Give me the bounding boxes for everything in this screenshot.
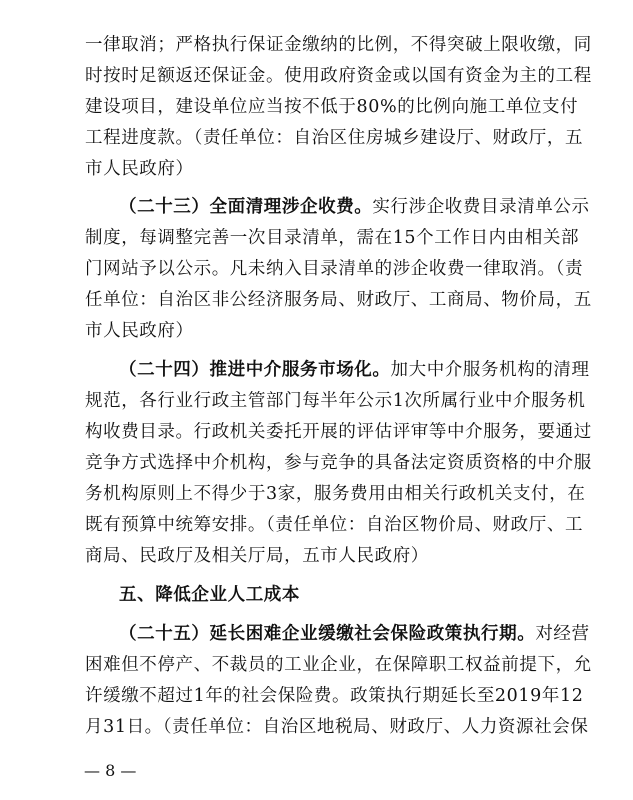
item-24-text: 加大中介服务机构的清理: [390, 360, 590, 380]
item-25-text: 对经营: [535, 624, 590, 644]
body-line: 门网站予以公示。凡未纳入目录清单的涉企收费一律取消。（责: [85, 259, 584, 279]
body-line: 困难但不停产、不裁员的工业企业，在保障职工权益前提下，允: [85, 655, 592, 675]
item-23-label: （二十三）全面清理涉企收费。: [119, 197, 373, 217]
body-line: 市人民政府）: [85, 159, 194, 179]
body-line: 构收费目录。行政机关委托开展的评估评审等中介服务，要通过: [85, 422, 592, 442]
item-24-first-line: [119, 358, 633, 382]
item-23-text: 实行涉企收费目录清单公示: [372, 197, 590, 217]
body-line: 时按时足额返还保证金。使用政府资金或以国有资金为主的工程: [85, 66, 592, 86]
body-line: 任单位：自治区非公经济服务局、财政厅、工商局、物价局，五: [85, 290, 592, 310]
body-line: 务机构原则上不得少于3家，服务费用由相关行政机关支付，在: [85, 484, 586, 504]
body-line: 商局、民政厅及相关厅局，五市人民政府）: [85, 546, 429, 566]
body-line: 竞争方式选择中介机构，参与竞争的具备法定资质资格的中介服: [85, 453, 592, 473]
item-25-first-line: [119, 622, 633, 646]
body-line: 既有预算中统筹安排。（责任单位：自治区物价局、财政厅、工: [85, 515, 584, 535]
item-25-label: （二十五）延长困难企业缓缴社会保险政策执行期。: [119, 624, 536, 644]
body-line: 市人民政府）: [85, 321, 194, 341]
body-line: 制度，每调整完善一次目录清单，需在15个工作日内由相关部: [85, 228, 580, 248]
page-number: — 8 —: [84, 761, 137, 780]
item-23-first-line: [119, 195, 633, 219]
body-line: 规范，各行业行政主管部门每半年公示1次所属行业中介服务机: [85, 391, 586, 411]
body-line: 月31日。（责任单位：自治区地税局、财政厅、人力资源社会保: [85, 717, 589, 737]
body-line: 建设项目，建设单位应当按不低于80%的比例向施工单位支付: [85, 97, 579, 117]
section-heading: 五、降低企业人工成本: [119, 585, 300, 605]
body-line: 一律取消；严格执行保证金缴纳的比例，不得突破上限收缴，同: [85, 35, 592, 55]
item-24-label: （二十四）推进中介服务市场化。: [119, 360, 391, 380]
body-line: 工程进度款。（责任单位：自治区住房城乡建设厅、财政厅，五: [85, 128, 584, 148]
body-line: 许缓缴不超过1年的社会保险费。政策执行期延长至2019年12: [85, 686, 584, 706]
